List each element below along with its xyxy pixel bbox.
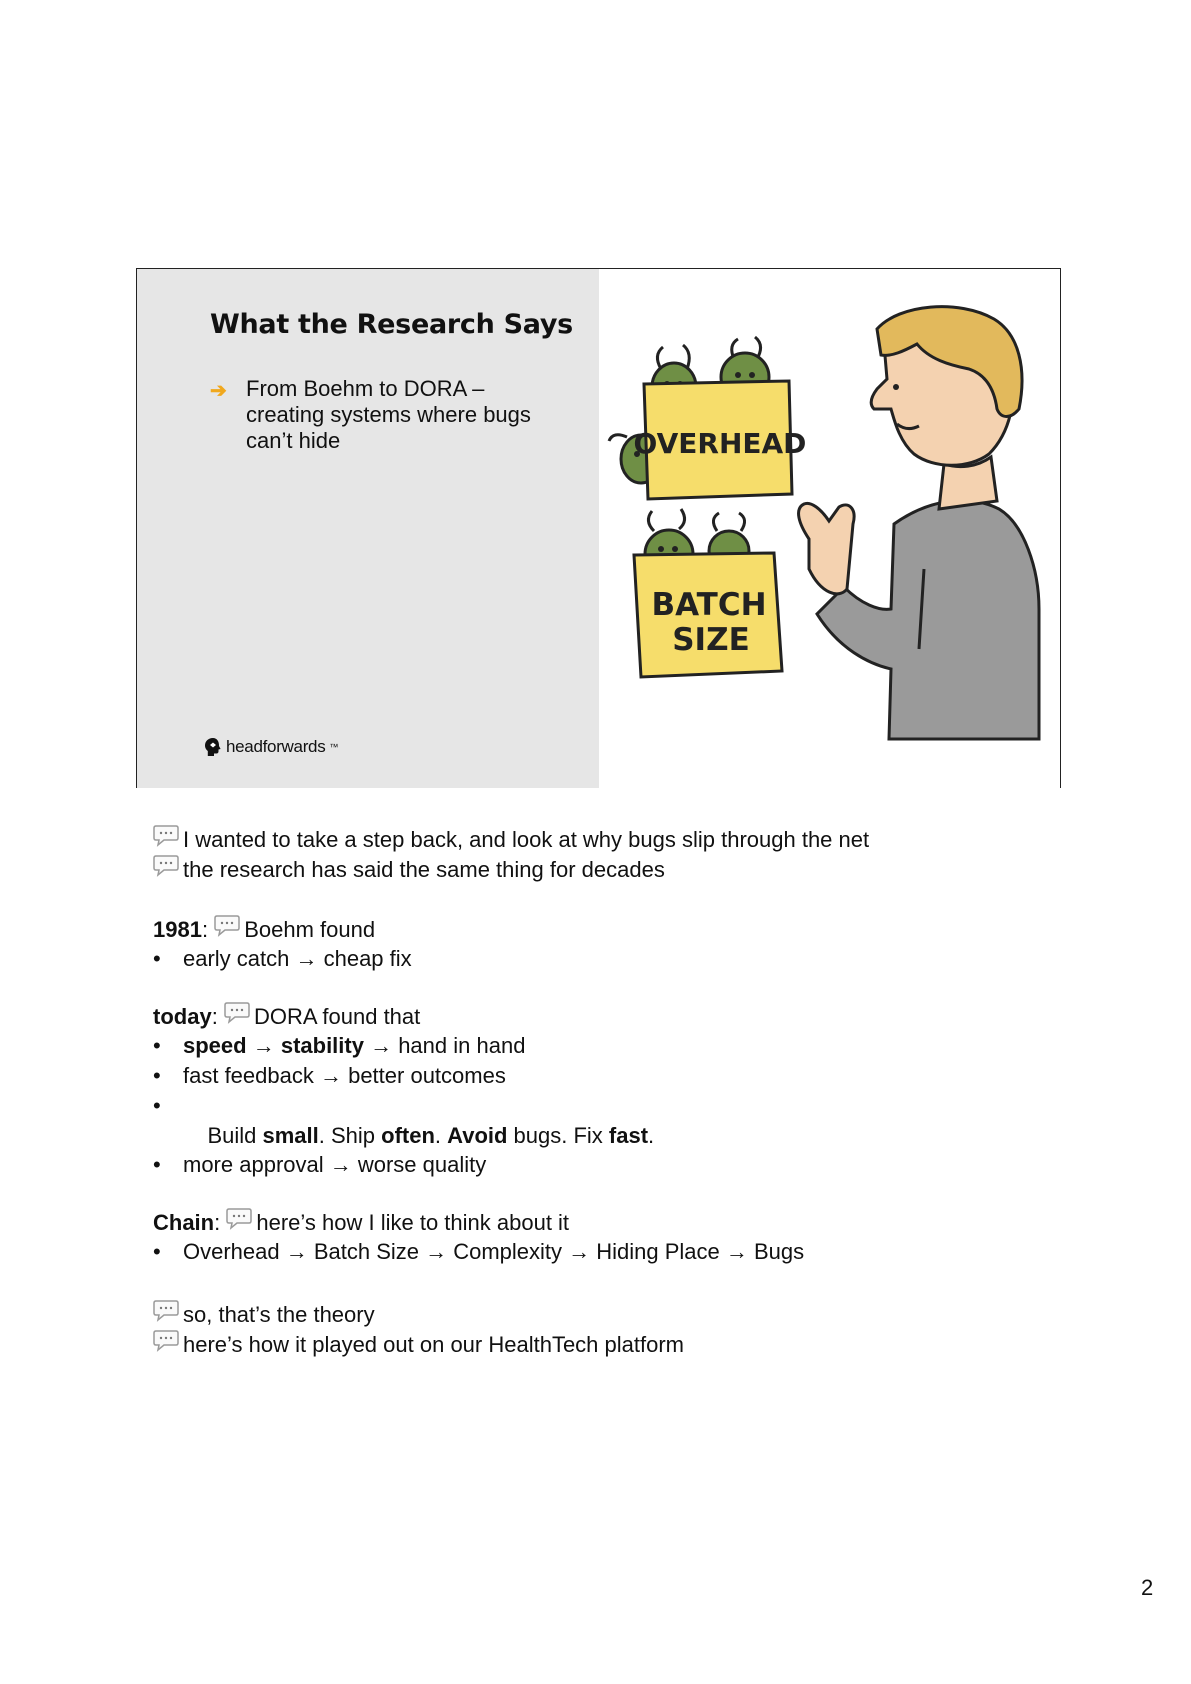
svg-text:OVERHEAD: OVERHEAD: [633, 427, 807, 460]
note-text: here’s how it played out on our HealthTech platform: [183, 1332, 684, 1357]
today-label: today: [153, 1004, 212, 1029]
svg-text:BATCH: BATCH: [651, 587, 767, 623]
speech-bubble-icon: [153, 1329, 179, 1353]
speech-bubble-icon: [153, 854, 179, 878]
bullet-item: • early catch → cheap fix: [153, 946, 412, 971]
slide-text-panel: [137, 269, 599, 788]
note-text: Boehm found: [244, 917, 376, 942]
speech-bubble-icon: [224, 1001, 250, 1025]
slide-bullet-text: From Boehm to DORA – creating systems where bugs can’t hide: [246, 376, 531, 453]
bullet-item: • Build small. Ship often. Avoid bugs. Fix fast.: [153, 1093, 655, 1148]
speech-bubble-icon: [226, 1207, 252, 1231]
note-text: I wanted to take a step back, and look at why bugs slip through the net: [183, 827, 870, 852]
brand-name: headforwards: [226, 737, 326, 756]
head-logo-icon: [204, 737, 222, 757]
note-text: DORA found that: [253, 1004, 421, 1029]
slide-title: What the Research Says: [210, 309, 573, 340]
speech-bubble-icon: [214, 914, 240, 938]
bullet-item: • fast feedback → better outcomes: [153, 1063, 506, 1088]
dora-heading: today: DORA found that: [153, 1001, 1053, 1031]
slide: [136, 268, 1061, 788]
chain-label: Chain: [153, 1210, 215, 1235]
note-line: [153, 1299, 1053, 1329]
chain-heading: Chain: here’s how I like to think about it: [153, 1207, 1053, 1237]
brand-trademark: ™: [329, 742, 339, 752]
person: [799, 307, 1039, 739]
speech-bubble-icon: [153, 1299, 179, 1323]
arrow-right-icon: ➔: [210, 380, 227, 402]
bullet-item: • more approval → worse quality: [153, 1152, 487, 1177]
boehm-heading: 1981: Boehm found: [153, 914, 1053, 944]
page-number: 2: [1141, 1575, 1154, 1600]
overhead-note: [634, 381, 807, 499]
note-text: so, that’s the theory: [183, 1302, 375, 1327]
bullet-item: • speed → stability → hand in hand: [153, 1033, 526, 1058]
note-line: [153, 1329, 1053, 1359]
speaker-notes: [153, 824, 1053, 1359]
batch-size-note: [634, 553, 782, 677]
note-text: here’s how I like to think about it: [256, 1210, 570, 1235]
svg-text:SIZE: SIZE: [672, 622, 750, 658]
speech-bubble-icon: [153, 824, 179, 848]
brand-logo: [204, 737, 338, 757]
note-text: the research has said the same thing for decades: [183, 857, 665, 882]
bullet-item: • Overhead → Batch Size → Complexity → Hiding Place → Bugs: [153, 1239, 805, 1264]
note-line: [153, 854, 1053, 884]
note-line: [153, 824, 1053, 854]
year-label: 1981: [153, 917, 202, 942]
bugs-illustration: [599, 269, 1061, 788]
